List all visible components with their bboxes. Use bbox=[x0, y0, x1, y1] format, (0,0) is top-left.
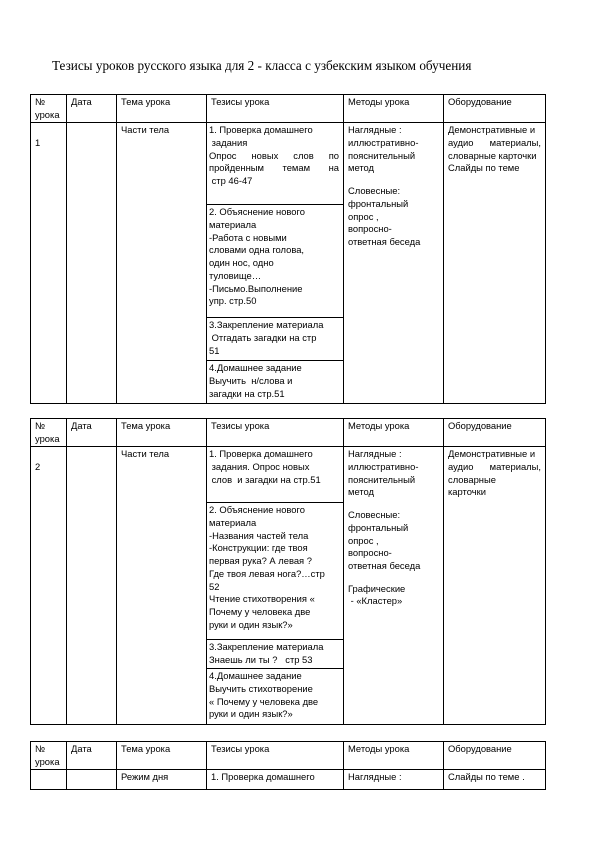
thesis-block bbox=[207, 447, 343, 502]
topic-cell bbox=[117, 123, 207, 404]
thesis-line: Выучить стихотворение bbox=[209, 683, 313, 695]
method-spacer bbox=[348, 175, 439, 185]
method-line: Словесные: bbox=[348, 185, 401, 197]
header-equipment: Оборудование bbox=[444, 419, 546, 447]
thesis-block bbox=[207, 204, 343, 317]
equipment-cell bbox=[444, 123, 546, 404]
header-date: Дата bbox=[67, 95, 117, 123]
thesis-line: туловище… bbox=[209, 269, 262, 281]
thesis-line: 2. Объяснение нового bbox=[209, 504, 305, 516]
method-spacer bbox=[348, 573, 439, 583]
header-theses: Тезисы урока bbox=[207, 419, 344, 447]
thesis-line: Знаешь ли ты ? стр 53 bbox=[209, 654, 313, 666]
thesis-line: слов и загадки на стр.51 bbox=[209, 473, 321, 485]
thesis-block bbox=[207, 668, 343, 724]
header-topic: Тема урока bbox=[117, 742, 207, 770]
header-theses: Тезисы урока bbox=[207, 742, 344, 770]
method-line: Наглядные : bbox=[348, 448, 402, 460]
thesis-line: Чтение стихотворения « bbox=[209, 593, 315, 605]
header-date: Дата bbox=[67, 742, 117, 770]
header-lesson-number: № урока bbox=[31, 95, 67, 123]
thesis-line: 4.Домашнее задание bbox=[209, 670, 302, 682]
topic-cell bbox=[117, 447, 207, 725]
header-date: Дата bbox=[67, 419, 117, 447]
method-line: иллюстративно- bbox=[348, 461, 419, 473]
table-row bbox=[31, 123, 546, 404]
method-spacer bbox=[348, 499, 439, 509]
thesis-line: -Названия частей тела bbox=[209, 529, 309, 541]
header-topic: Тема урока bbox=[117, 95, 207, 123]
thesis-line: руки и один язык?» bbox=[209, 708, 293, 720]
thesis-line: упр. стр.50 bbox=[209, 295, 257, 307]
method-line: Наглядные : bbox=[348, 771, 402, 783]
lesson-number-cell bbox=[31, 123, 67, 404]
thesis-block bbox=[207, 639, 343, 668]
page-title: Тезисы уроков русского языка для 2 - класса с узбекским языком обучения bbox=[52, 58, 472, 73]
method-line: пояснительный bbox=[348, 149, 416, 161]
equipment-line: Слайды по теме bbox=[448, 162, 520, 174]
thesis-line: 51 bbox=[209, 344, 220, 356]
equipment-line: словарные bbox=[448, 473, 496, 485]
equipment-line: аудио материалы, bbox=[448, 461, 541, 473]
header-methods: Методы урока bbox=[344, 742, 444, 770]
lesson-topic: Режим дня bbox=[121, 771, 169, 783]
date-cell bbox=[67, 123, 117, 404]
theses-cell bbox=[207, 123, 344, 404]
thesis-line: задания. Опрос новых bbox=[209, 461, 310, 473]
header-methods: Методы урока bbox=[344, 95, 444, 123]
thesis-line: задания bbox=[209, 137, 248, 149]
equipment-line: Демонстративные и bbox=[448, 124, 536, 136]
thesis-line: руки и один язык?» bbox=[209, 618, 293, 630]
header-theses: Тезисы урока bbox=[207, 95, 344, 123]
thesis-line: словами одна голова, bbox=[209, 244, 305, 256]
theses-cell bbox=[207, 770, 344, 790]
date-cell bbox=[67, 447, 117, 725]
header-methods: Методы урока bbox=[344, 419, 444, 447]
method-line: метод bbox=[348, 162, 375, 174]
methods-cell bbox=[344, 770, 444, 790]
table-header-row bbox=[31, 95, 546, 123]
table-header-row bbox=[31, 742, 546, 770]
thesis-line: Отгадать загадки на стр bbox=[209, 332, 317, 344]
thesis-block bbox=[207, 502, 343, 639]
equipment-line: аудио материалы, bbox=[448, 137, 541, 149]
thesis-line: Почему у человека две bbox=[209, 605, 311, 617]
date-cell bbox=[67, 770, 117, 790]
method-line: метод bbox=[348, 486, 375, 498]
thesis-line: 4.Домашнее задание bbox=[209, 362, 302, 374]
equipment-line: словарные карточки bbox=[448, 149, 537, 161]
thesis-line: 52 bbox=[209, 580, 220, 592]
thesis-line: пройденным темам на bbox=[209, 162, 339, 174]
method-line: вопросно- bbox=[348, 547, 392, 559]
thesis-line: первая рука? А левая ? bbox=[209, 555, 312, 567]
thesis-line: материала bbox=[209, 517, 257, 529]
thesis-line: 3.Закрепление материала bbox=[209, 319, 324, 331]
equipment-line: Демонстративные и bbox=[448, 448, 536, 460]
method-line: Наглядные : bbox=[348, 124, 402, 136]
lesson-number: 2 bbox=[35, 461, 41, 473]
methods-cell bbox=[344, 447, 444, 725]
thesis-block bbox=[207, 123, 343, 204]
lesson-table-1 bbox=[30, 94, 546, 404]
method-line: фронтальный bbox=[348, 521, 409, 533]
thesis-line: Выучить н/слова и bbox=[209, 375, 293, 387]
equipment-line: Слайды по теме . bbox=[448, 771, 525, 783]
methods-cell bbox=[344, 123, 444, 404]
thesis-line: Опрос новых слов по bbox=[209, 149, 339, 161]
method-line: Графические bbox=[348, 582, 406, 594]
lesson-table-3 bbox=[30, 741, 546, 790]
method-line: фронтальный bbox=[348, 197, 409, 209]
thesis-line: один нос, одно bbox=[209, 257, 274, 269]
lesson-topic: Части тела bbox=[121, 124, 170, 136]
thesis-line: Где твоя левая нога?…стр bbox=[209, 567, 325, 579]
thesis-line: 2. Объяснение нового bbox=[209, 206, 305, 218]
thesis-line: 3.Закрепление материала bbox=[209, 641, 324, 653]
header-lesson-number: № урока bbox=[31, 742, 67, 770]
thesis-line: 1. Проверка домашнего bbox=[209, 448, 313, 460]
lesson-table-2 bbox=[30, 418, 546, 725]
lesson-number-cell bbox=[31, 770, 67, 790]
method-line: опрос , bbox=[348, 210, 379, 222]
lesson-topic: Части тела bbox=[121, 448, 170, 460]
equipment-cell bbox=[444, 447, 546, 725]
topic-cell bbox=[117, 770, 207, 790]
method-line: ответная беседа bbox=[348, 235, 421, 247]
thesis-line: материала bbox=[209, 219, 257, 231]
thesis-line: -Конструкции: где твоя bbox=[209, 542, 308, 554]
thesis-block bbox=[207, 360, 343, 403]
header-lesson-number: № урока bbox=[31, 419, 67, 447]
method-line: пояснительный bbox=[348, 473, 416, 485]
header-equipment: Оборудование bbox=[444, 95, 546, 123]
thesis-line: 1. Проверка домашнего bbox=[211, 771, 315, 783]
table-row bbox=[31, 770, 546, 790]
thesis-line: стр 46-47 bbox=[209, 175, 253, 187]
table-header-row bbox=[31, 419, 546, 447]
theses-cell bbox=[207, 447, 344, 725]
lesson-number-cell bbox=[31, 447, 67, 725]
equipment-cell bbox=[444, 770, 546, 790]
thesis-line: -Работа с новыми bbox=[209, 231, 287, 243]
table-row bbox=[31, 447, 546, 725]
equipment-line: карточки bbox=[448, 486, 486, 498]
method-line: опрос , bbox=[348, 534, 379, 546]
method-line: иллюстративно- bbox=[348, 137, 419, 149]
method-line: - «Кластер» bbox=[348, 595, 403, 607]
thesis-line: « Почему у человека две bbox=[209, 695, 319, 707]
method-line: вопросно- bbox=[348, 223, 392, 235]
thesis-block bbox=[207, 317, 343, 360]
thesis-line: -Письмо.Выполнение bbox=[209, 282, 303, 294]
thesis-line: загадки на стр.51 bbox=[209, 387, 285, 399]
method-line: Словесные: bbox=[348, 509, 401, 521]
header-topic: Тема урока bbox=[117, 419, 207, 447]
method-line: ответная беседа bbox=[348, 559, 421, 571]
lesson-number: 1 bbox=[35, 137, 41, 149]
header-equipment: Оборудование bbox=[444, 742, 546, 770]
thesis-line: 1. Проверка домашнего bbox=[209, 124, 313, 136]
